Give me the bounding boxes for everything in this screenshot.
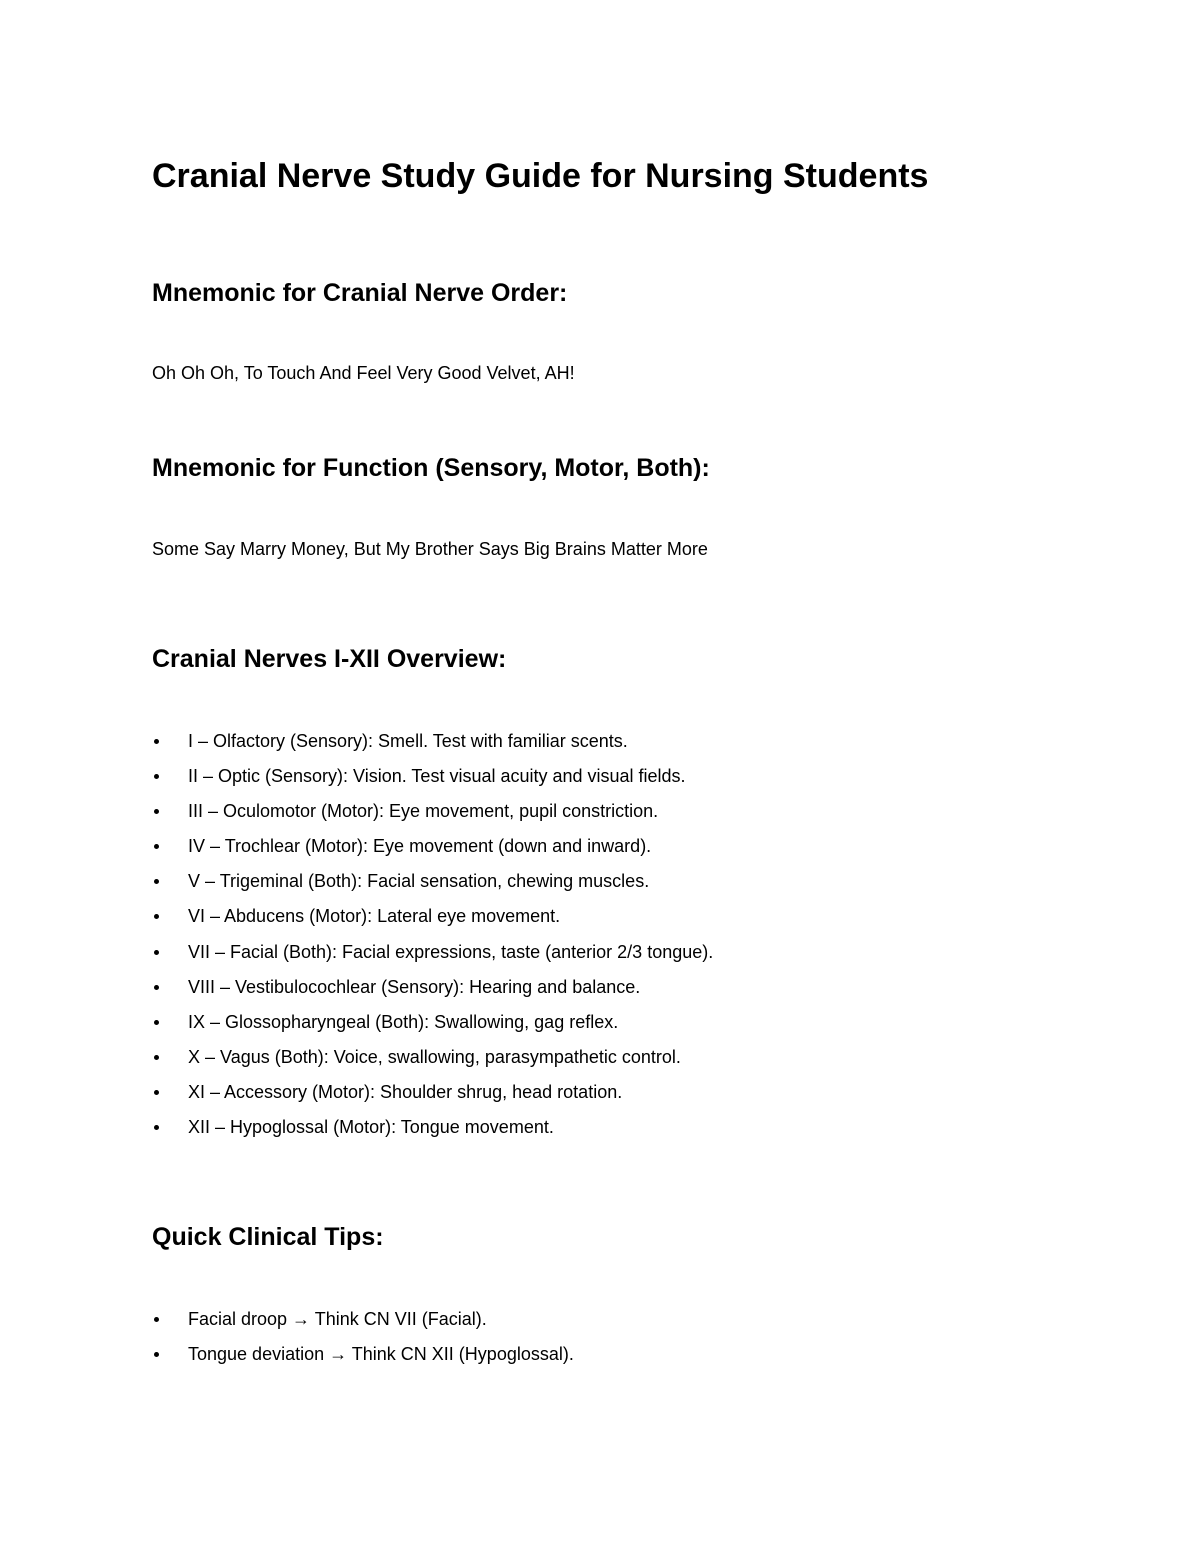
- list-item: [152, 975, 713, 1010]
- list-item-text: XI – Accessory (Motor): Shoulder shrug, head rotation.: [188, 1081, 623, 1102]
- list-item-text: VIII – Vestibulocochlear (Sensory): Hearing and balance.: [188, 976, 641, 997]
- list-item: [152, 1342, 574, 1377]
- list-item-text: I – Olfactory (Sensory): Smell. Test with familiar scents.: [188, 731, 628, 751]
- function-mnemonic-heading: Mnemonic for Function (Sensory, Motor, Both):: [152, 454, 710, 482]
- bullet-icon: [154, 844, 159, 849]
- bullet-icon: [154, 950, 159, 955]
- clinical-tips-list: [152, 1307, 574, 1377]
- list-item-text: IV – Trochlear (Motor): Eye movement (down and inward).: [188, 836, 652, 857]
- list-item-text: V – Trigeminal (Both): Facial sensation, chewing muscles.: [188, 871, 650, 892]
- order-mnemonic-text: Oh Oh Oh, To Touch And Feel Very Good Velvet, AH!: [152, 363, 575, 383]
- bullet-icon: [154, 1090, 159, 1095]
- list-item-text: II – Optic (Sensory): Vision. Test visual acuity and visual fields.: [188, 766, 686, 787]
- function-mnemonic-text: Some Say Marry Money, But My Brother Says Big Brains Matter More: [152, 539, 708, 559]
- bullet-icon: [154, 914, 159, 919]
- list-item: [152, 764, 713, 799]
- bullet-icon: [154, 1352, 159, 1357]
- bullet-icon: [154, 774, 159, 779]
- bullet-icon: [154, 739, 159, 744]
- list-item-text: XII – Hypoglossal (Motor): Tongue movement.: [188, 1117, 554, 1138]
- list-item: [152, 904, 713, 939]
- bullet-icon: [154, 1125, 159, 1130]
- bullet-icon: [154, 809, 159, 814]
- bullet-icon: [154, 879, 159, 884]
- list-item-text: III – Oculomotor (Motor): Eye movement, pupil constriction.: [188, 801, 659, 822]
- list-item-text: X – Vagus (Both): Voice, swallowing, parasympathetic control.: [188, 1046, 681, 1067]
- list-item-text: VI – Abducens (Motor): Lateral eye movement.: [188, 906, 561, 927]
- list-item: [152, 1115, 713, 1150]
- bullet-icon: [154, 1317, 159, 1322]
- clinical-tips-heading: Quick Clinical Tips:: [152, 1223, 384, 1251]
- list-item-text: Tongue deviation → Think CN XII (Hypoglossal).: [188, 1344, 574, 1365]
- list-item: [152, 1045, 713, 1080]
- bullet-icon: [154, 1020, 159, 1025]
- list-item: [152, 729, 713, 764]
- bullet-icon: [154, 985, 159, 990]
- list-item: [152, 1307, 574, 1342]
- list-item: [152, 1080, 713, 1115]
- list-item: [152, 799, 713, 834]
- list-item-text: IX – Glossopharyngeal (Both): Swallowing, gag reflex.: [188, 1011, 619, 1032]
- page-title: Cranial Nerve Study Guide for Nursing Students: [152, 157, 929, 195]
- order-mnemonic-heading: Mnemonic for Cranial Nerve Order:: [152, 279, 568, 307]
- list-item: [152, 1010, 713, 1045]
- list-item-text: VII – Facial (Both): Facial expressions, taste (anterior 2/3 tongue).: [188, 941, 714, 962]
- cranial-nerve-list: [152, 729, 713, 1150]
- list-item: [152, 834, 713, 869]
- bullet-icon: [154, 1055, 159, 1060]
- list-item-text: Facial droop → Think CN VII (Facial).: [188, 1309, 487, 1329]
- overview-heading: Cranial Nerves I-XII Overview:: [152, 645, 507, 673]
- list-item: [152, 869, 713, 904]
- list-item: [152, 940, 713, 975]
